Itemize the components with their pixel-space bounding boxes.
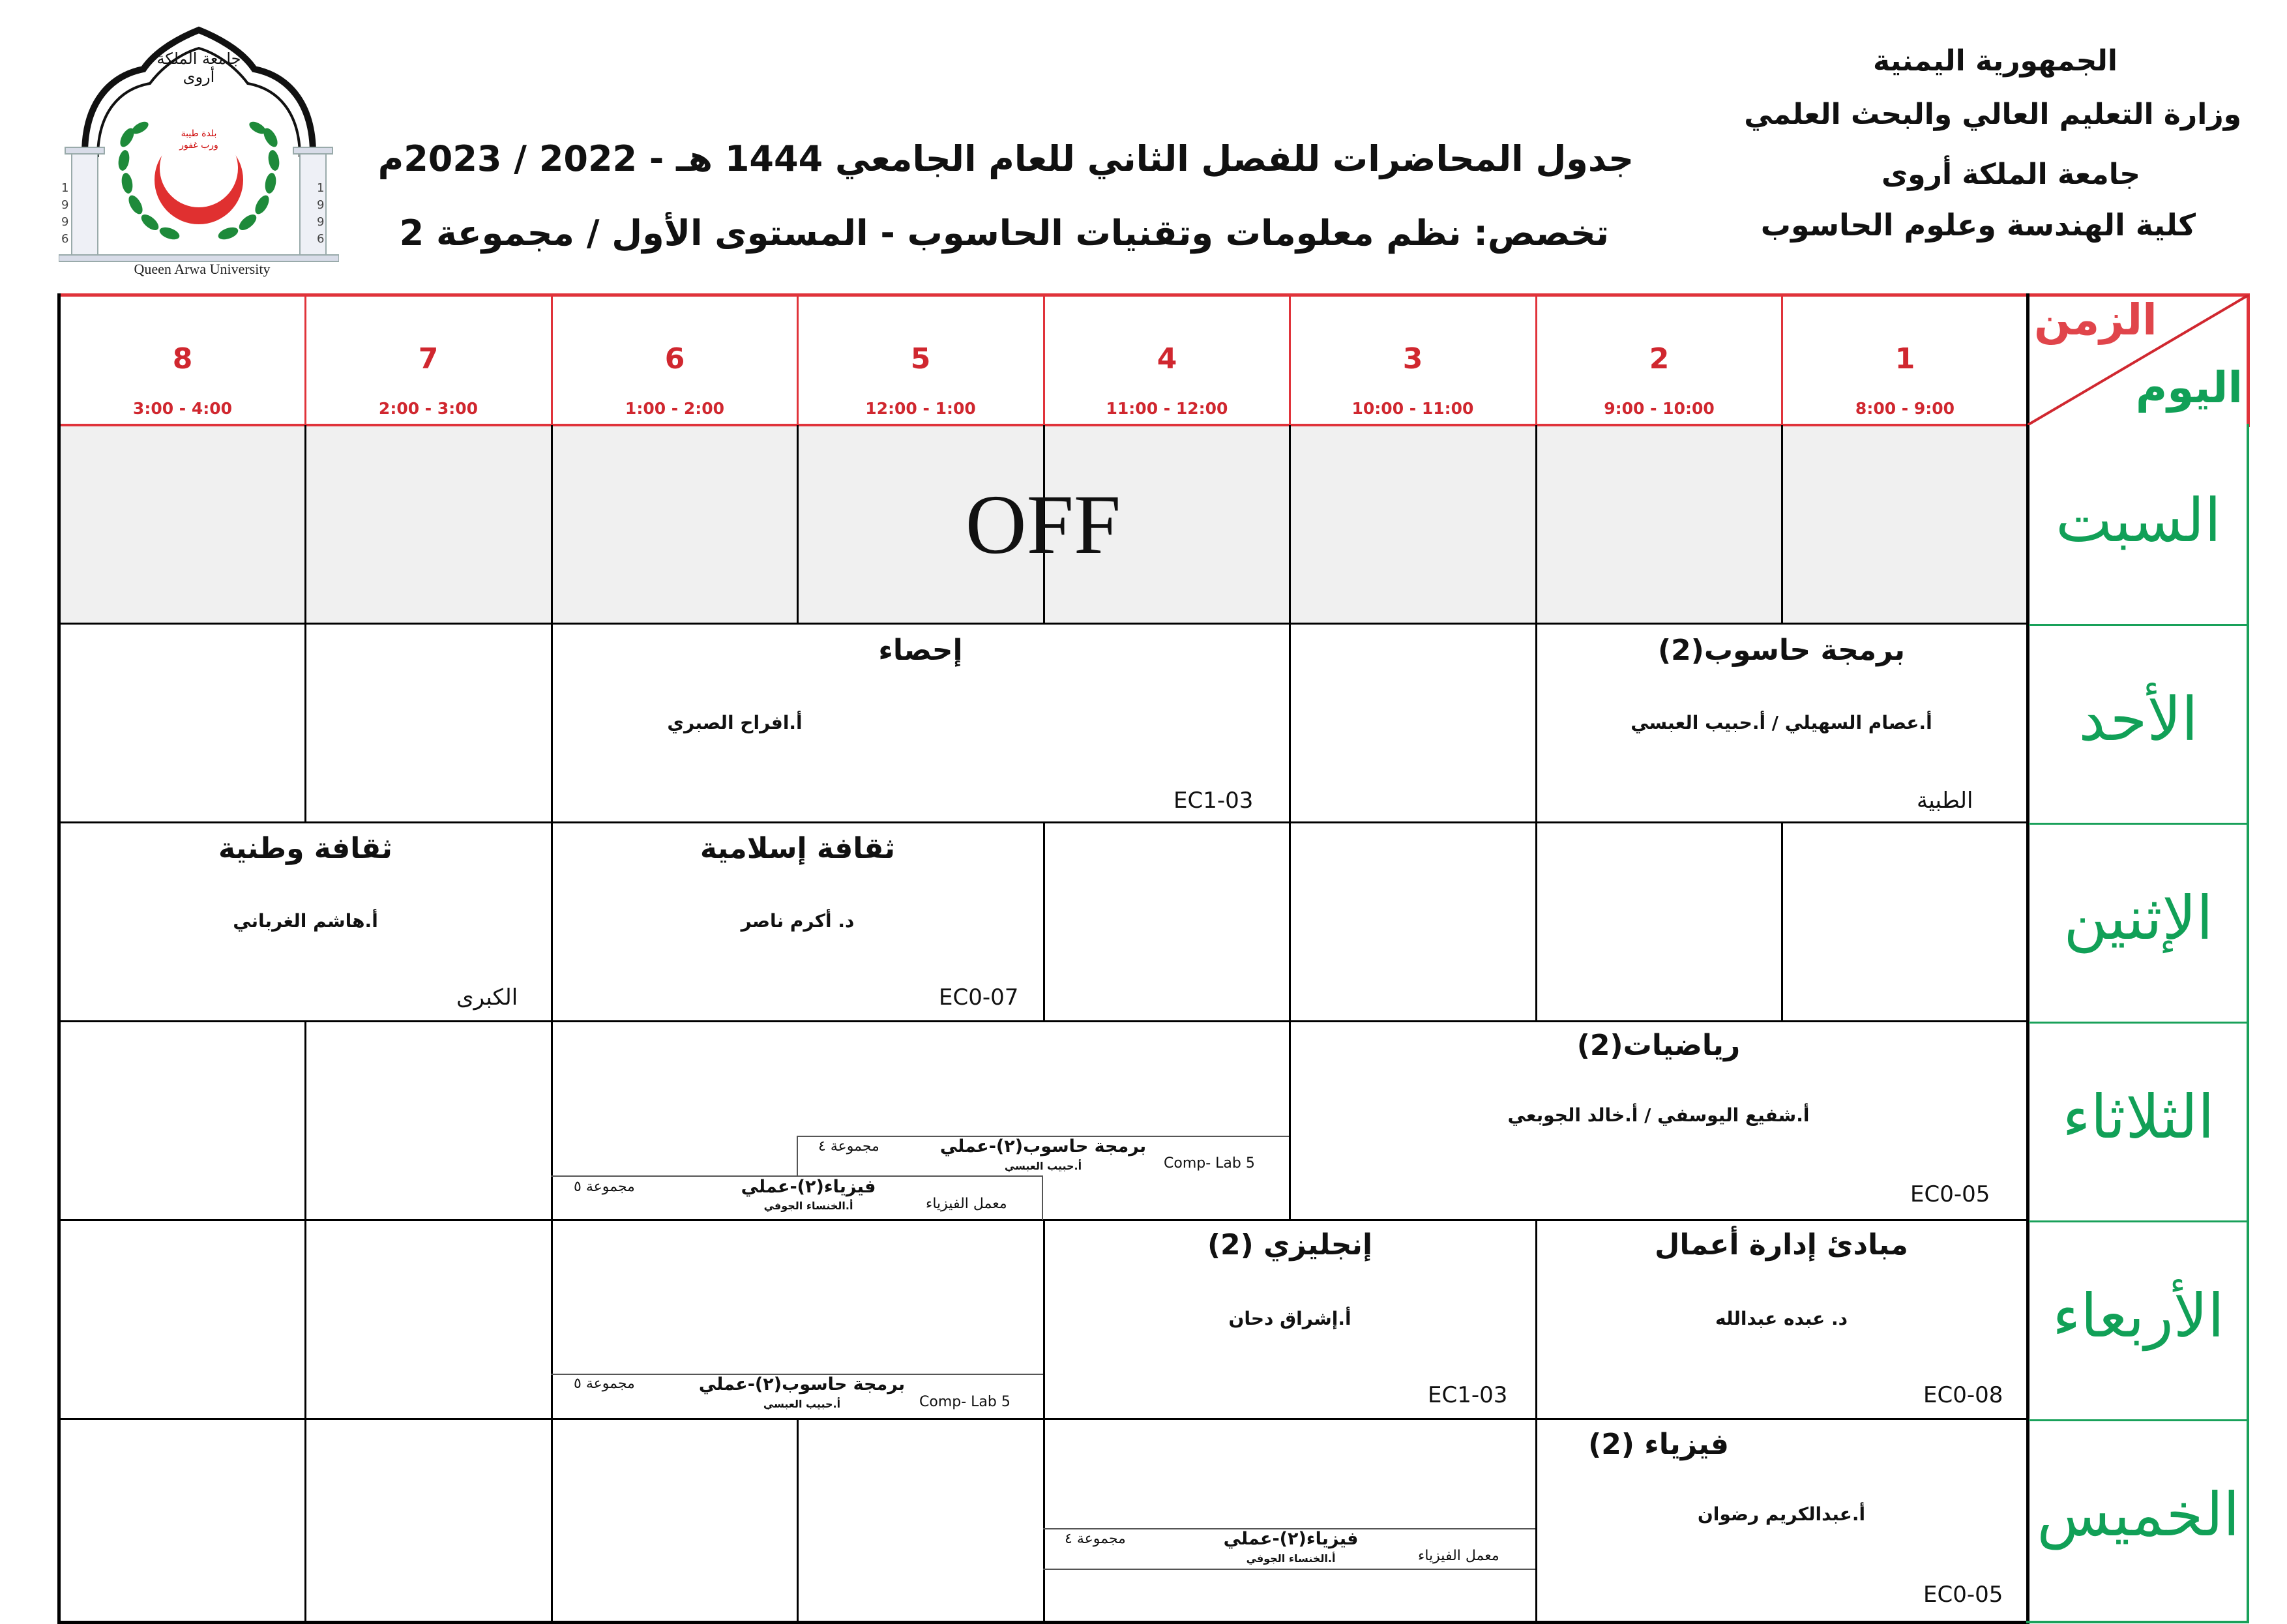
logo-center-text: بلدة طيبة ورب غفور — [179, 128, 218, 151]
mon-national-room: الكبرى — [456, 984, 518, 1011]
thu-lab-phys-room: معمل الفيزياء — [1418, 1548, 1499, 1564]
day-column-bottom-border — [2026, 1621, 2249, 1623]
thu-physics-room: EC0-05 — [1923, 1582, 2003, 1608]
logo-top-text: جامعة الملكة أروى — [156, 50, 241, 86]
sat-sep — [304, 425, 306, 624]
sat-sep — [1289, 425, 1291, 624]
tue-lab-prog-group: مجموعة ٤ — [818, 1138, 879, 1155]
sun-stats-subject: إحصاء — [878, 634, 963, 667]
thu-lab-phys-subject: فيزياء(٢)-عملي — [1223, 1529, 1359, 1549]
tue-lab-phys-right — [1042, 1175, 1043, 1220]
tue-lab-prog-teacher: أ.حبيب العبسي — [1004, 1160, 1082, 1172]
thu-physics-subject: فيزياء (2) — [1588, 1428, 1729, 1461]
period-4-time: 11:00 - 12:00 — [1106, 399, 1228, 418]
day-sep-3 — [2029, 1022, 2248, 1024]
mon-national-teacher: أ.هاشم الغرباني — [233, 910, 378, 932]
tue-lab-prog-left — [797, 1136, 798, 1176]
tue-sep — [304, 1022, 306, 1220]
period-1-number: 1 — [1895, 342, 1915, 376]
schedule-subtitle: تخصص: نظم معلومات وتقنيات الحاسوب - المستوى الأول / مجموعة 2 — [399, 213, 1609, 254]
wed-lab-prog-room: Comp- Lab 5 — [919, 1394, 1011, 1410]
thu-physics-teacher: أ.عبدالكريم رضوان — [1697, 1503, 1866, 1525]
day-sunday: الأحد — [2078, 685, 2198, 754]
tue-math-teacher: أ.شفيع اليوسفي / أ.خالد الجوبعي — [1507, 1104, 1810, 1126]
thu-sep — [797, 1419, 799, 1622]
mon-islamic-teacher: د. أكرم ناصر — [741, 910, 855, 932]
period-6-number: 6 — [664, 342, 685, 376]
period-7-time: 2:00 - 3:00 — [378, 399, 479, 418]
thu-lab-phys-bottom — [1043, 1569, 1535, 1570]
sat-sep — [797, 425, 799, 624]
wed-english-teacher: أ.إشراق دحان — [1228, 1308, 1351, 1329]
logo-year-left: 1 9 9 6 — [61, 181, 69, 246]
sun-stats-room: EC1-03 — [1173, 788, 1254, 814]
mon-sep — [1781, 823, 1783, 1022]
thu-sep — [304, 1419, 306, 1622]
thu-sep — [551, 1419, 553, 1622]
tue-lab-phys-group: مجموعة ٥ — [574, 1179, 635, 1195]
period-5-number: 5 — [910, 342, 931, 376]
table-left-border — [57, 293, 61, 1623]
wed-lab-prog-subject: برمجة حاسوب(٢)-عملي — [698, 1374, 906, 1395]
wed-business-subject: مبادئ إدارة أعمال — [1655, 1228, 1908, 1262]
tue-lab-prog-subject: برمجة حاسوب(٢)-عملي — [939, 1136, 1147, 1157]
day-tuesday: الثلاثاء — [2062, 1082, 2215, 1152]
period-4-number: 4 — [1157, 342, 1177, 376]
tue-math-subject: رياضيات(2) — [1576, 1029, 1741, 1062]
corner-time-label: الزمن — [2034, 295, 2157, 345]
sun-sep — [304, 624, 306, 823]
schedule-title: جدول المحاضرات للفصل الثاني للعام الجامعي 1444 هـ - 2022 / 2023م — [377, 138, 1634, 179]
thu-lab-phys-group: مجموعة ٤ — [1065, 1531, 1126, 1547]
thu-lab-phys-teacher: أ.الخنساء الجوفي — [1246, 1552, 1336, 1565]
sun-stats-teacher: أ.افراح الصبري — [667, 712, 803, 733]
tue-lab-phys-teacher: أ.الخنساء الجوفي — [763, 1200, 853, 1212]
wed-sep — [304, 1220, 306, 1419]
university-name: جامعة الملكة أروى — [1881, 158, 2140, 191]
tue-lab-prog-room: Comp- Lab 5 — [1164, 1155, 1255, 1172]
mon-sep — [1289, 823, 1291, 1022]
mon-sep — [1043, 823, 1045, 1022]
period-3-number: 3 — [1402, 342, 1423, 376]
period-2-time: 9:00 - 10:00 — [1604, 399, 1715, 418]
wed-lab-prog-group: مجموعة ٥ — [574, 1376, 635, 1392]
wed-english-room: EC1-03 — [1428, 1382, 1508, 1408]
period-7-number: 7 — [418, 342, 439, 376]
day-thursday: الخميس — [2037, 1480, 2240, 1550]
wed-business-room: EC0-08 — [1923, 1382, 2003, 1408]
day-saturday: السبت — [2056, 486, 2221, 555]
country-name: الجمهورية اليمنية — [1873, 44, 2117, 78]
day-column-right-border — [2247, 424, 2249, 1623]
wed-lab-prog-teacher: أ.حبيب العبسي — [763, 1398, 841, 1410]
wed-english-subject: إنجليزي (2) — [1207, 1228, 1373, 1262]
period-8-time: 3:00 - 4:00 — [132, 399, 233, 418]
period-2-number: 2 — [1649, 342, 1670, 376]
saturday-off-label: OFF — [965, 478, 1121, 572]
tue-math-room: EC0-05 — [1910, 1181, 1990, 1207]
logo-year-right: 1 9 9 6 — [317, 181, 325, 246]
wed-business-teacher: د. عبده عبدالله — [1715, 1308, 1848, 1329]
period-6-time: 1:00 - 2:00 — [625, 399, 725, 418]
sun-sep — [1289, 624, 1291, 823]
thu-sep — [1043, 1419, 1045, 1622]
corner-day-label: اليوم — [2135, 362, 2243, 413]
day-sep-2 — [2029, 823, 2248, 825]
tue-lab-phys-subject: فيزياء(٢)-عملي — [741, 1177, 876, 1197]
wed-sep — [551, 1220, 553, 1419]
day-sep-4 — [2029, 1220, 2248, 1222]
mon-sep — [1535, 823, 1537, 1022]
tue-sep — [551, 1022, 553, 1220]
university-logo — [59, 23, 339, 284]
period-8-number: 8 — [172, 342, 193, 376]
sat-sep — [551, 425, 553, 624]
mon-islamic-subject: ثقافة إسلامية — [700, 832, 896, 865]
mon-national-subject: ثقافة وطنية — [218, 832, 392, 865]
period-5-time: 12:00 - 1:00 — [865, 399, 976, 418]
period-3-time: 10:00 - 11:00 — [1351, 399, 1474, 418]
period-1-time: 8:00 - 9:00 — [1855, 399, 1955, 418]
mon-islamic-room: EC0-07 — [939, 984, 1019, 1011]
sun-prog-room: الطبية — [1917, 788, 1973, 814]
sat-sep — [1535, 425, 1537, 624]
day-wednesday: الأربعاء — [2052, 1281, 2224, 1351]
day-monday: الإثنين — [2063, 883, 2213, 953]
day-sep-1 — [2029, 624, 2248, 626]
sat-sep — [1781, 425, 1783, 624]
ministry-name: وزارة التعليم العالي والبحث العلمي — [1744, 98, 2241, 131]
sun-prog-subject: برمجة حاسوب(2) — [1658, 634, 1905, 667]
sun-prog-teacher: أ.عصام السهيلي / أ.حبيب العبسي — [1630, 712, 1932, 733]
logo-bottom-text: Queen Arwa University — [134, 261, 271, 277]
tue-lab-phys-room: معمل الفيزياء — [926, 1196, 1007, 1212]
header-top-border — [59, 293, 2250, 297]
day-sep-5 — [2029, 1419, 2248, 1421]
college-name: كلية الهندسة وعلوم الحاسوب — [1760, 207, 2196, 243]
